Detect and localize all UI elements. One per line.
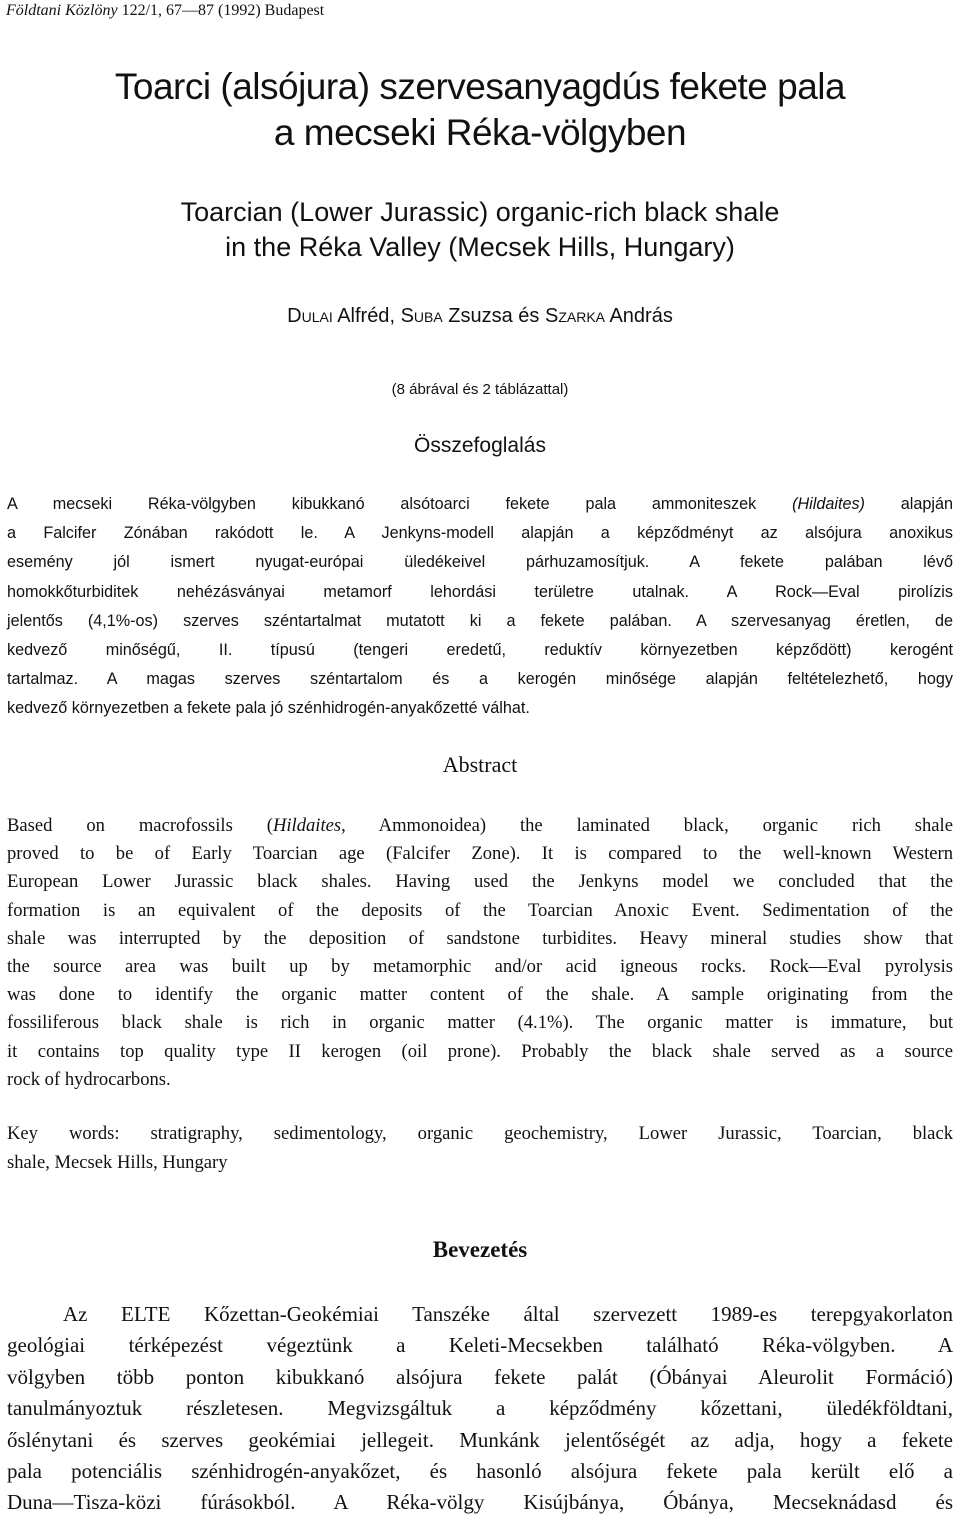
abstract-line: fossiliferous black shale is rich in organic matter (4.1%). The organic matter is immature, but [7,1012,953,1034]
abstract-line: proved to be of Early Toarcian age (Falcifer Zone). It is compared to the well-known Western [7,843,953,865]
introduction-line: völgyben több ponton kibukkanó alsójura fekete palát (Óbányai Aleurolit Formáció) [7,1364,953,1389]
title-hu-line-1: Toarci (alsójura) szervesanyagdús fekete pala [114,66,846,107]
taxon-name: Hildaites [272,815,342,836]
summary-text: alapján [864,495,953,513]
abstract-line: the source area was built up by metamorphic and/or acid igneous rocks. Rock—Eval pyrolysis [7,956,953,978]
author-1-given-name: Alfréd [337,305,390,327]
author-2-given-name: Zsuzsa [448,305,513,327]
author-separator: , [389,305,401,327]
abstract-line: formation is an equivalent of the deposits of the Toarcian Anoxic Event. Sedimentation of the [7,899,953,921]
journal-name: Földtani Közlöny [6,2,118,19]
introduction-line: pala potenciális szénhidrogén-anyakőzet, és hasonló alsójura fekete pala került elő a [7,1459,953,1484]
introduction-line: Duna—Tisza-közi fúrásokból. A Réka-völgy Kisújbánya, Óbánya, Mecseknádasd és [7,1490,953,1515]
introduction-line: tanulmányoztuk részletesen. Megvizsgáltuk a képződmény kőzettani, üledékföldtani, [7,1396,953,1421]
author-2-family-name: Suba [400,305,443,327]
introduction-line: őslénytani és szerves geokémiai jellegeit. Munkánk jelentőségét az adja, hogy a fekete [7,1427,953,1452]
summary-line: kedvező környezetben a fekete pala jó szénhidrogén-anyakőzetté válhat. [7,699,530,718]
abstract-line: shale was interrupted by the deposition of sandstone turbidites. Heavy mineral studies show that [7,927,953,949]
abstract-line: rock of hydrocarbons. [7,1068,171,1090]
figures-tables-note: (8 ábrával és 2 táblázattal) [391,381,569,398]
journal-reference [6,2,324,20]
keywords-paragraph [7,1120,953,1177]
article-title-hungarian [0,64,960,156]
introduction-line: Az ELTE Kőzettan-Geokémiai Tanszéke által szervezett 1989-es terepgyakorlaton [63,1302,953,1326]
summary-line: a Falcifer Zónában rakódott le. A Jenkyns-modell alapján a képződményt az alsójura anoxikus [7,524,953,543]
title-hu-line-2: a mecseki Réka-völgyben [273,112,687,153]
abstract-text: , Ammonoidea) the laminated black, organic rich shale [341,815,953,836]
abstract-line: was done to identify the organic matter content of the shale. A sample originating from the [7,984,953,1006]
summary-line: jelentős (4,1%-os) szerves széntartalmat mutatott ki a fekete palában. A szervesanyag éretlen, de [7,611,953,630]
keywords-line: Key words: stratigraphy, sedimentology, organic geochemistry, Lower Jurassic, Toarcian, black [7,1123,953,1144]
abstract-line: it contains top quality type II kerogen (oil prone). Probably the black shale served as a source [7,1040,953,1062]
summary-line: homokkőturbiditek nehézásványai metamorf lehordási területre utalnak. A Rock—Eval pirolízis [7,582,953,601]
taxon-name: (Hildaites) [792,495,865,513]
abstract-line: European Lower Jurassic black shales. Having used the Jenkyns model we concluded that the [7,871,953,893]
summary-heading: Összefoglalás [414,434,546,457]
summary-text: A mecseki Réka-völgyben kibukkanó alsótoarci fekete pala ammoniteszek [7,495,793,513]
author-3-given-name: András [609,305,673,327]
author-1-family-name: Dulai [287,305,333,327]
title-en-line-2: in the Réka Valley (Mecsek Hills, Hungary) [225,232,735,262]
abstract-text: Based on macrofossils ( [7,815,273,836]
introduction-line: geológiai térképezést végeztünk a Keleti-Mecsekben található Réka-völgyben. A [7,1333,953,1358]
abstract-heading: Abstract [442,752,518,777]
summary-line: kedvező minőségű, II. típusú (tengeri eredetű, reduktív környezetben képződött) kerogént [7,641,953,660]
author-3-family-name: Szarka [544,305,605,327]
summary-paragraph [7,490,953,724]
introduction-heading: Bevezetés [432,1237,528,1262]
summary-line: esemény jól ismert nyugat-európai üledékeivel párhuzamosítjuk. A fekete palában lévő [7,553,953,572]
summary-line [7,490,953,519]
journal-issue: 122/1, 67—87 (1992) Budapest [121,2,325,19]
article-title-english [0,195,960,265]
keywords-line: shale, Mecsek Hills, Hungary [7,1151,228,1173]
author-conjunction: és [512,305,545,327]
introduction-paragraph [7,1299,953,1519]
abstract-paragraph [7,812,953,1094]
abstract-line [7,812,953,840]
summary-line: tartalmaz. A magas szerves széntartalom és a kerogén minősége alapján feltételezhető, hogy [7,670,953,689]
title-en-line-1: Toarcian (Lower Jurassic) organic-rich black shale [180,197,780,227]
author-list [0,305,960,328]
